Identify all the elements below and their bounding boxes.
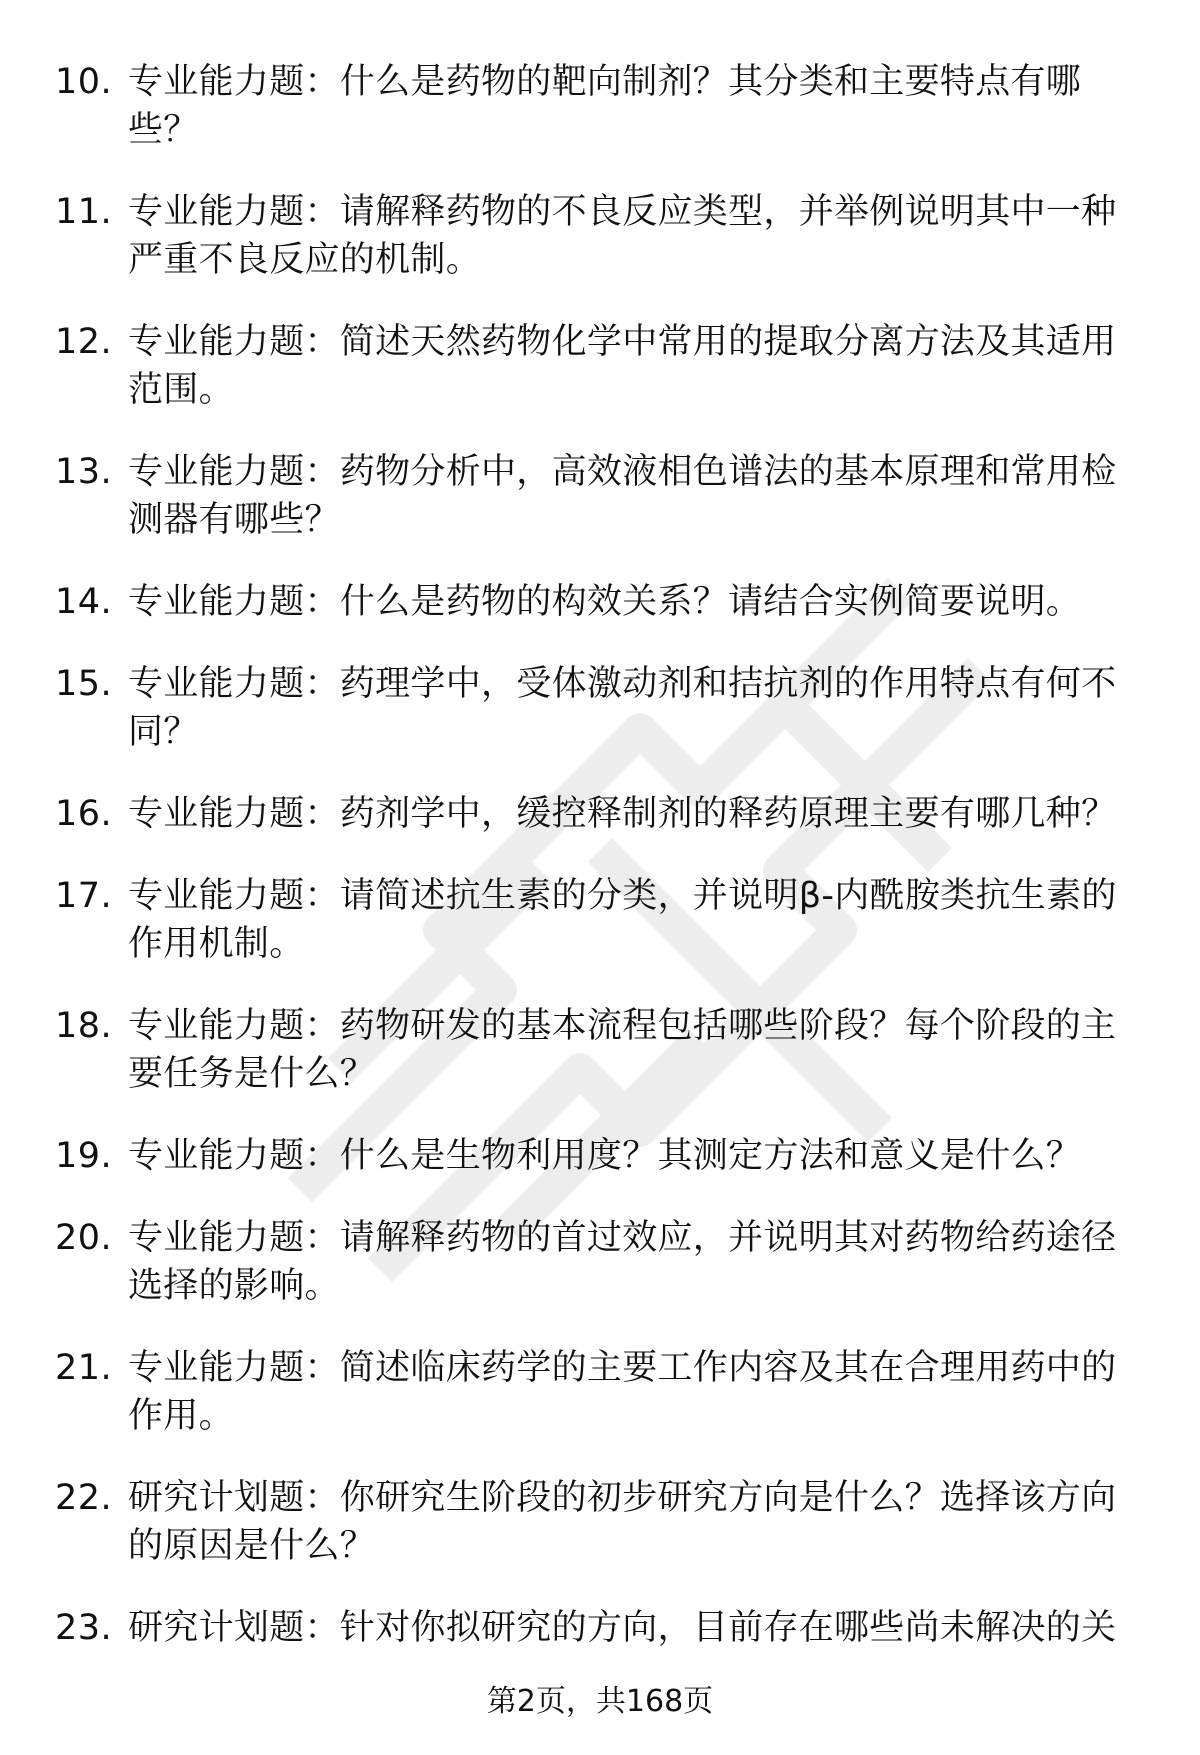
question-text: 专业能力题：简述临床药学的主要工作内容及其在合理用药中的作用。 <box>128 1348 1117 1436</box>
question-number: 20. <box>55 1218 113 1258</box>
question-item <box>0 58 1200 154</box>
question-item <box>0 1214 1200 1310</box>
question-text: 研究计划题：针对你拟研究的方向，目前存在哪些尚未解决的关 <box>128 1608 1117 1648</box>
question-text: 专业能力题：请解释药物的首过效应，并说明其对药物给药途径选择的影响。 <box>128 1218 1117 1306</box>
question-item <box>0 1344 1200 1440</box>
question-text: 专业能力题：简述天然药物化学中常用的提取分离方法及其适用范围。 <box>128 322 1117 410</box>
question-number: 13. <box>55 452 113 492</box>
question-text: 专业能力题：请简述抗生素的分类，并说明β-内酰胺类抗生素的作用机制。 <box>128 876 1117 964</box>
question-text: 专业能力题：什么是药物的构效关系？请结合实例简要说明。 <box>128 582 1082 622</box>
question-number: 23. <box>55 1608 113 1648</box>
question-text: 专业能力题：药剂学中，缓控释制剂的释药原理主要有哪几种？ <box>128 794 1117 834</box>
question-number: 22. <box>55 1478 113 1518</box>
question-text: 专业能力题：药物研发的基本流程包括哪些阶段？每个阶段的主要任务是什么？ <box>128 1006 1117 1094</box>
question-item <box>0 872 1200 968</box>
question-number: 21. <box>55 1348 113 1388</box>
question-item <box>0 318 1200 414</box>
question-text: 专业能力题：药物分析中，高效液相色谱法的基本原理和常用检测器有哪些？ <box>128 452 1117 540</box>
question-text: 专业能力题：什么是药物的靶向制剂？其分类和主要特点有哪些？ <box>128 62 1082 150</box>
question-number: 12. <box>55 322 113 362</box>
question-item <box>0 188 1200 284</box>
question-text: 研究计划题：你研究生阶段的初步研究方向是什么？选择该方向的原因是什么？ <box>128 1478 1117 1566</box>
question-item <box>0 1474 1200 1570</box>
question-item <box>0 578 1200 626</box>
question-number: 15. <box>55 664 113 704</box>
question-number: 14. <box>55 582 113 622</box>
question-item <box>0 790 1200 838</box>
question-item <box>0 1604 1200 1652</box>
question-item <box>0 1002 1200 1098</box>
question-number: 11. <box>55 192 113 232</box>
page-footer: 第2页，共168页 <box>486 1684 714 1719</box>
question-text: 专业能力题：什么是生物利用度？其测定方法和意义是什么？ <box>128 1136 1082 1176</box>
question-number: 17. <box>55 876 113 916</box>
question-number: 18. <box>55 1006 113 1046</box>
question-item <box>0 660 1200 756</box>
question-number: 10. <box>55 62 113 102</box>
question-item <box>0 1132 1200 1180</box>
question-number: 19. <box>55 1136 113 1176</box>
question-text: 专业能力题：药理学中，受体激动剂和拮抗剂的作用特点有何不同？ <box>128 664 1117 752</box>
question-item <box>0 448 1200 544</box>
question-number: 16. <box>55 794 113 834</box>
question-list <box>0 58 1200 1686</box>
question-text: 专业能力题：请解释药物的不良反应类型，并举例说明其中一种严重不良反应的机制。 <box>128 192 1117 280</box>
